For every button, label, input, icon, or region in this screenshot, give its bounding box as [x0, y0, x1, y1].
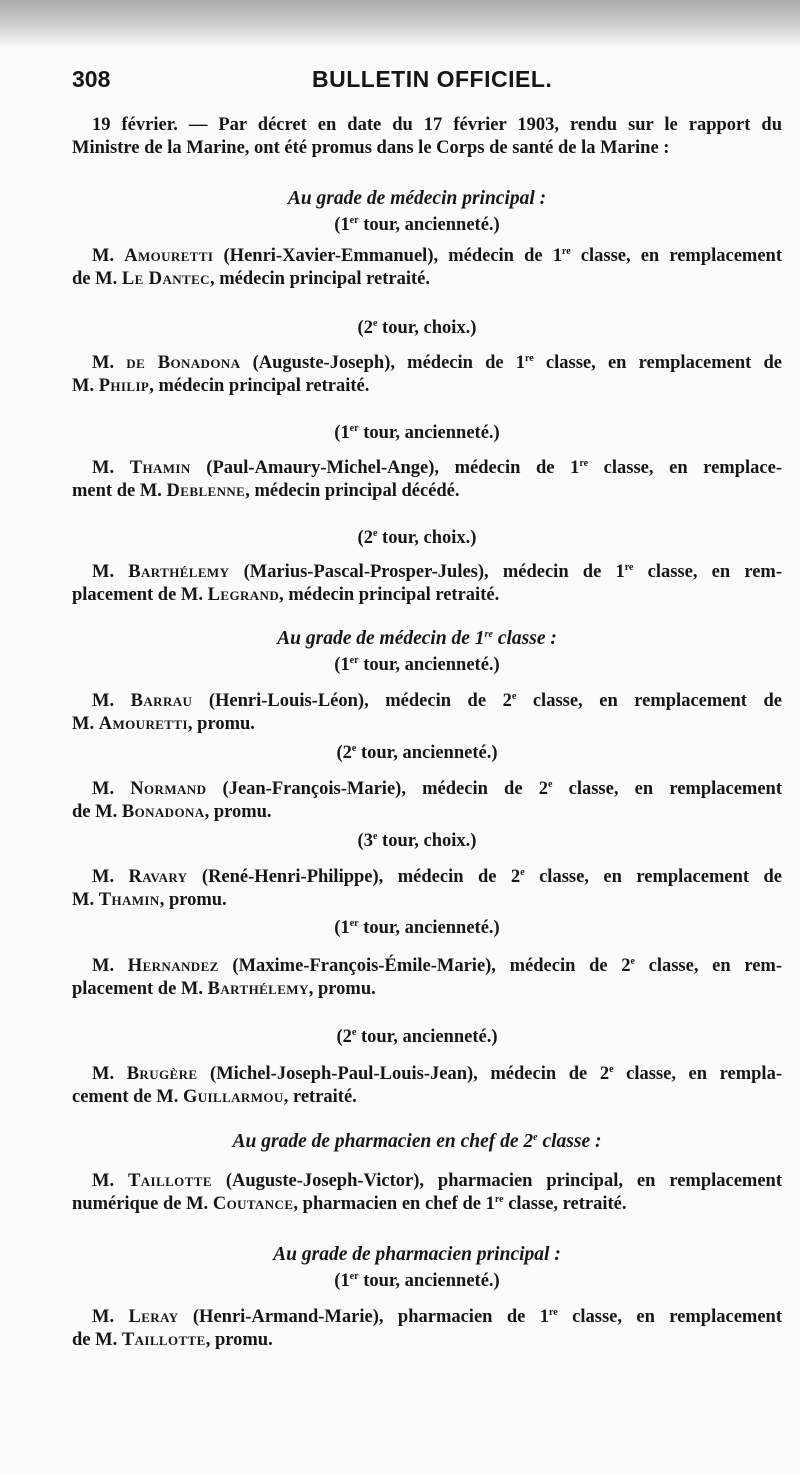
replaced-person-name: Thamin — [98, 890, 160, 910]
page-number: 308 — [72, 66, 111, 92]
turn-label: (3e tour, choix.) — [357, 831, 477, 851]
running-head: BULLETIN OFFICIEL. — [312, 66, 553, 92]
turn-label: (1er tour, ancienneté.) — [334, 215, 500, 235]
section-heading-medecin-1re-classe: Au grade de médecin de 1re classe : — [277, 628, 557, 649]
promotion-entry: M. Brugère (Michel-Joseph-Paul-Louis-Jean), médecin de 2e classe, en rempla- cement de M. Guillarmou, retraité. — [72, 1064, 782, 1107]
replaced-person-name: Legrand — [207, 585, 280, 605]
promotion-entry: M. Thamin (Paul-Amaury-Michel-Ange), médecin de 1re classe, en remplace- ment de M. Deblenne, médecin principal décédé. — [72, 458, 782, 501]
decree-line-2: Ministre de la Marine, ont été promus dans le Corps de santé de la Marine : — [72, 138, 670, 158]
replaced-person-name: Deblenne — [166, 481, 246, 501]
turn-label: (2e tour, choix.) — [357, 528, 477, 548]
person-name: Thamin — [129, 458, 191, 478]
person-name: Barrau — [130, 691, 193, 711]
person-name: Taillotte — [128, 1171, 212, 1191]
section-heading-medecin-principal: Au grade de médecin principal : — [287, 188, 547, 209]
promotion-entry: M. Barthélemy (Marius-Pascal-Prosper-Jules), médecin de 1re classe, en rem- placement de M. Legrand, médecin principal retraité. — [72, 562, 782, 605]
section-heading-pharmacien-en-chef: Au grade de pharmacien en chef de 2e classe : — [232, 1131, 602, 1152]
decree-line-1: 19 février. — Par décret en date du 17 février 1903, rendu sur le rapport du — [92, 115, 782, 135]
promotion-entry: M. Amouretti (Henri-Xavier-Emmanuel), médecin de 1re classe, en remplacement de M. Le Dantec, médecin principal retraité. — [72, 246, 782, 289]
person-name: Normand — [130, 779, 207, 799]
promotion-entry: M. Ravary (René-Henri-Philippe), médecin de 2e classe, en remplacement de M. Thamin, promu. — [72, 867, 782, 910]
promotion-entry: M. Normand (Jean-François-Marie), médecin de 2e classe, en remplacement de M. Bonadona, promu. — [72, 779, 782, 822]
turn-label: (1er tour, ancienneté.) — [334, 423, 500, 443]
turn-label: (1er tour, ancienneté.) — [334, 1271, 500, 1291]
decree-paragraph — [72, 114, 782, 160]
page-header — [72, 66, 762, 102]
section-heading-pharmacien-principal: Au grade de pharmacien principal : — [273, 1244, 561, 1265]
promotion-entry: M. de Bonadona (Auguste-Joseph), médecin de 1re classe, en remplacement de M. Philip, médecin principal retraité. — [72, 353, 782, 396]
turn-label: (1er tour, ancienneté.) — [334, 655, 500, 675]
person-name: Ravary — [128, 867, 188, 887]
replaced-person-name: Bonadona — [121, 802, 205, 822]
replaced-person-name: Coutance — [212, 1194, 294, 1214]
person-name: Amouretti — [124, 246, 214, 266]
turn-label: (2e tour, choix.) — [357, 318, 477, 338]
scan-top-shading — [0, 0, 800, 48]
person-name: de Bonadona — [126, 353, 241, 373]
person-name: Barthélemy — [128, 562, 230, 582]
replaced-person-name: Barthélemy — [207, 979, 309, 999]
person-name: Hernandez — [127, 956, 219, 976]
replaced-person-name: Amouretti — [98, 714, 188, 734]
promotion-entry: M. Leray (Henri-Armand-Marie), pharmacien de 1re classe, en remplacement de M. Taillotte, promu. — [72, 1307, 782, 1350]
promotion-entry: M. Taillotte (Auguste-Joseph-Victor), pharmacien principal, en remplacement numérique de M. Coutance, pharmacien en chef de 1re classe, retraité. — [72, 1171, 783, 1214]
promotion-entry: M. Hernandez (Maxime-François-Émile-Marie), médecin de 2e classe, en rem- placement de M. Barthélemy, promu. — [72, 956, 782, 999]
replaced-person-name: Le Dantec — [121, 269, 210, 289]
turn-label: (2e tour, ancienneté.) — [336, 1027, 498, 1047]
person-name: Leray — [128, 1307, 179, 1327]
replaced-person-name: Taillotte — [121, 1330, 206, 1350]
replaced-person-name: Philip — [98, 376, 150, 396]
promotion-entry: M. Barrau (Henri-Louis-Léon), médecin de 2e classe, en remplacement de M. Amouretti, promu. — [72, 691, 782, 734]
replaced-person-name: Guillarmou — [182, 1087, 284, 1107]
person-name: Brugère — [126, 1064, 198, 1084]
turn-label: (1er tour, ancienneté.) — [334, 918, 500, 938]
turn-label: (2e tour, ancienneté.) — [336, 743, 498, 763]
